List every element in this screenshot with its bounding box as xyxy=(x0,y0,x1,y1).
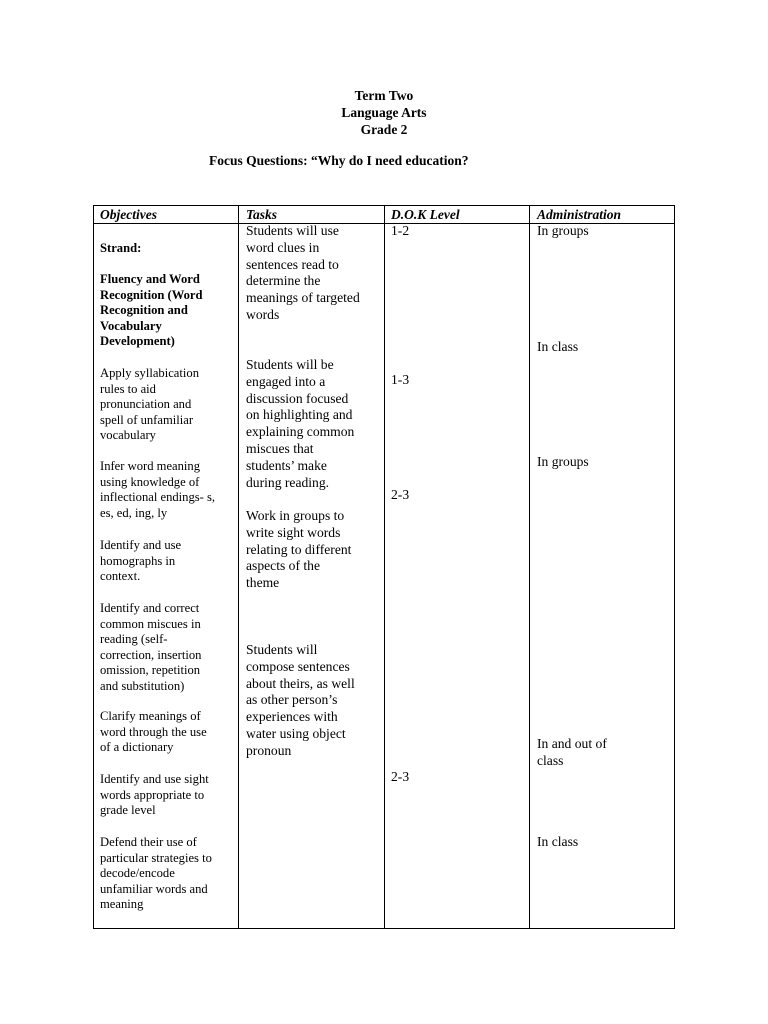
task-item: Students will be engaged into a discussion focused on highlighting and explaining common miscues that students’ make during reading. xyxy=(246,357,355,490)
title-grade: Grade 2 xyxy=(360,122,408,137)
task-item: Students will compose sentences about theirs, as well as other person’s experiences with water using object pronoun xyxy=(246,642,355,758)
column-divider xyxy=(384,206,385,928)
dok-level: 2-3 xyxy=(391,769,410,784)
title-term: Term Two xyxy=(354,88,414,103)
dok-level: 2-3 xyxy=(391,487,410,502)
strand-name: Fluency and Word Recognition (Word Recognition and Vocabulary Development) xyxy=(100,272,203,349)
administration-item: In class xyxy=(537,339,579,354)
title-subject: Language Arts xyxy=(341,105,427,120)
objective-item: Identify and use sight words appropriate to grade level xyxy=(100,772,209,818)
task-item: Students will use word clues in sentences read to determine the meanings of targeted words xyxy=(246,223,360,322)
focus-question: Focus Questions: “Why do I need education? xyxy=(209,153,469,168)
header-objectives: Objectives xyxy=(100,207,157,222)
header-tasks: Tasks xyxy=(246,207,278,222)
column-divider xyxy=(529,206,530,928)
administration-item: In groups xyxy=(537,454,589,469)
column-divider xyxy=(238,206,239,928)
administration-item: In and out of class xyxy=(537,736,607,768)
objective-item: Clarify meanings of word through the use of a dictionary xyxy=(100,709,207,755)
objective-item: Defend their use of particular strategies to decode/encode unfamiliar words and meaning xyxy=(100,835,212,912)
task-item: Work in groups to write sight words relating to different aspects of the theme xyxy=(246,508,352,591)
administration-item: In class xyxy=(537,834,579,849)
dok-level: 1-3 xyxy=(391,372,410,387)
strand-label: Strand: xyxy=(100,241,142,255)
lesson-table xyxy=(93,205,675,929)
administration-item: In groups xyxy=(537,223,589,238)
objective-item: Apply syllabication rules to aid pronunciation and spell of unfamiliar vocabulary xyxy=(100,366,199,443)
header-dok-level: D.O.K Level xyxy=(391,207,460,222)
objective-item: Identify and correct common miscues in reading (self- correction, insertion omission, repetition and substitution) xyxy=(100,601,202,693)
header-administration: Administration xyxy=(537,207,622,222)
objective-item: Infer word meaning using knowledge of inflectional endings- s, es, ed, ing, ly xyxy=(100,459,216,520)
objective-item: Identify and use homographs in context. xyxy=(100,538,182,584)
dok-level: 1-2 xyxy=(391,223,410,238)
